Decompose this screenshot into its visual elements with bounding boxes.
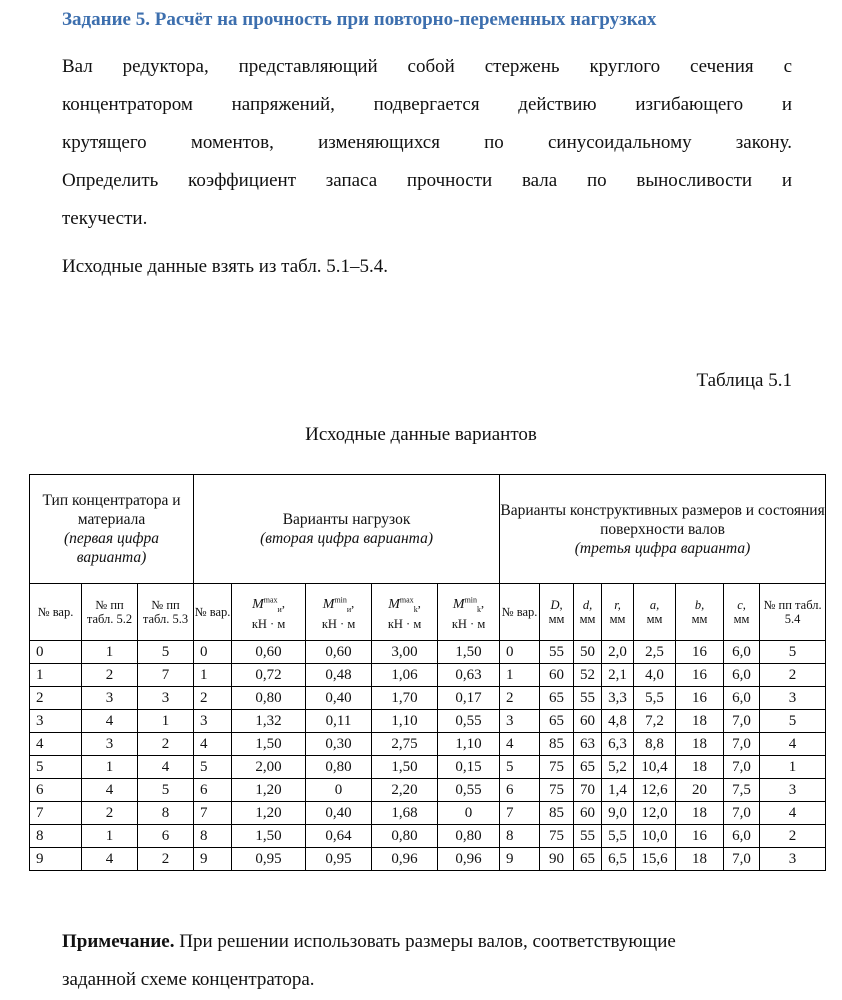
table-cell: 5 bbox=[500, 756, 540, 779]
table-cell: 5 bbox=[30, 756, 82, 779]
table-cell: 75 bbox=[540, 779, 574, 802]
table-cell: 1,06 bbox=[372, 664, 438, 687]
source-line: Исходные данные взять из табл. 5.1–5.4. bbox=[62, 256, 389, 277]
table-cell: 1,70 bbox=[372, 687, 438, 710]
group-concentrator-title: Тип концентратора и материала bbox=[42, 492, 181, 528]
table-cell: 0,30 bbox=[306, 733, 372, 756]
col-b: b, мм bbox=[676, 584, 724, 641]
table-cell: 65 bbox=[540, 710, 574, 733]
table-cell: 0,55 bbox=[438, 710, 500, 733]
table-cell: 16 bbox=[676, 641, 724, 664]
table-cell: 2 bbox=[30, 687, 82, 710]
table-cell: 5 bbox=[194, 756, 232, 779]
table-cell: 60 bbox=[540, 664, 574, 687]
table-cell: 55 bbox=[574, 687, 602, 710]
table-cell: 0,60 bbox=[232, 641, 306, 664]
table-cell: 55 bbox=[540, 641, 574, 664]
table-cell: 65 bbox=[574, 756, 602, 779]
table-cell: 18 bbox=[676, 756, 724, 779]
table-cell: 4 bbox=[82, 710, 138, 733]
table-cell: 4 bbox=[138, 756, 194, 779]
table-cell: 18 bbox=[676, 710, 724, 733]
table-cell: 63 bbox=[574, 733, 602, 756]
table-cell: 3 bbox=[760, 779, 826, 802]
table-cell: 0,48 bbox=[306, 664, 372, 687]
table-cell: 0,80 bbox=[306, 756, 372, 779]
table-cell: 0,17 bbox=[438, 687, 500, 710]
table-cell: 52 bbox=[574, 664, 602, 687]
table-cell: 0,64 bbox=[306, 825, 372, 848]
table-cell: 0,11 bbox=[306, 710, 372, 733]
table-cell: 2 bbox=[82, 802, 138, 825]
table-cell: 6,0 bbox=[724, 825, 760, 848]
table-row bbox=[30, 848, 826, 871]
table-cell: 2 bbox=[82, 664, 138, 687]
table-cell: 8 bbox=[138, 802, 194, 825]
note-line-1: При решении использовать размеры валов, соответствующие bbox=[179, 931, 676, 952]
body-line-3: крутящего моментов, изменяющихся по синусоидальному закону. bbox=[62, 132, 792, 153]
body-line-2: концентратором напряжений, подвергается действию изгибающего и bbox=[62, 94, 792, 115]
group-dimensions-sub: (третья цифра варианта) bbox=[574, 539, 751, 557]
table-cell: 85 bbox=[540, 802, 574, 825]
table-cell: 7 bbox=[138, 664, 194, 687]
col-var3: № вар. bbox=[500, 584, 540, 641]
table-cell: 8 bbox=[194, 825, 232, 848]
group-loads-sub: (вторая цифра варианта) bbox=[260, 530, 433, 547]
table-cell: 5 bbox=[138, 779, 194, 802]
table-cell: 2 bbox=[194, 687, 232, 710]
table-cell: 7,0 bbox=[724, 710, 760, 733]
table-row bbox=[30, 664, 826, 687]
col-c: c, мм bbox=[724, 584, 760, 641]
body-line-5: текучести. bbox=[62, 208, 148, 229]
table-cell: 1 bbox=[82, 756, 138, 779]
body-line-1: Вал редуктора, представляющий собой стержень круглого сечения с bbox=[62, 56, 792, 77]
table-cell: 6,0 bbox=[724, 687, 760, 710]
table-body bbox=[30, 641, 826, 871]
table-cell: 4 bbox=[82, 779, 138, 802]
col-var: № вар. bbox=[30, 584, 82, 641]
table-cell: 7,0 bbox=[724, 733, 760, 756]
col-mk-max: $M^{max}_k$, кН · м bbox=[372, 584, 438, 641]
col-tabl54: № пп табл. 5.4 bbox=[760, 584, 826, 641]
col-mu-min: $M^{min}_и$, кН · м bbox=[306, 584, 372, 641]
table-cell: 4,8 bbox=[602, 710, 634, 733]
table-cell: 1,50 bbox=[232, 825, 306, 848]
table-cell: 0 bbox=[306, 779, 372, 802]
table-cell: 0,96 bbox=[372, 848, 438, 871]
table-cell: 0,72 bbox=[232, 664, 306, 687]
table-cell: 7,0 bbox=[724, 756, 760, 779]
table-cell: 3 bbox=[138, 687, 194, 710]
col-a: a, мм bbox=[634, 584, 676, 641]
table-cell: 1,32 bbox=[232, 710, 306, 733]
table-cell: 2 bbox=[760, 664, 826, 687]
table-row bbox=[30, 710, 826, 733]
table-cell: 9 bbox=[194, 848, 232, 871]
table-cell: 1 bbox=[194, 664, 232, 687]
table-cell: 1 bbox=[760, 756, 826, 779]
table-cell: 1 bbox=[82, 825, 138, 848]
table-cell: 6,0 bbox=[724, 641, 760, 664]
table-cell: 9 bbox=[30, 848, 82, 871]
table-cell: 5 bbox=[760, 641, 826, 664]
table-cell: 4 bbox=[760, 802, 826, 825]
table-caption: Исходные данные вариантов bbox=[305, 424, 537, 445]
table-cell: 60 bbox=[574, 710, 602, 733]
table-cell: 5,5 bbox=[634, 687, 676, 710]
col-mu-max: $M^{max}_и$, кН · м bbox=[232, 584, 306, 641]
group-loads-title: Варианты нагрузок bbox=[282, 511, 411, 528]
table-cell: 6 bbox=[30, 779, 82, 802]
col-var2: № вар. bbox=[194, 584, 232, 641]
group-concentrator bbox=[30, 475, 194, 584]
table-cell: 1,10 bbox=[438, 733, 500, 756]
col-d: d, мм bbox=[574, 584, 602, 641]
table-cell: 0,95 bbox=[232, 848, 306, 871]
table-cell: 1 bbox=[500, 664, 540, 687]
table-cell: 5 bbox=[760, 710, 826, 733]
table-cell: 8,8 bbox=[634, 733, 676, 756]
table-cell: 0 bbox=[30, 641, 82, 664]
table-cell: 75 bbox=[540, 825, 574, 848]
table-cell: 18 bbox=[676, 848, 724, 871]
table-row bbox=[30, 802, 826, 825]
table-cell: 12,0 bbox=[634, 802, 676, 825]
table-cell: 60 bbox=[574, 802, 602, 825]
table-cell: 18 bbox=[676, 802, 724, 825]
col-tabl52: № пп табл. 5.2 bbox=[82, 584, 138, 641]
table-cell: 0,96 bbox=[438, 848, 500, 871]
table-row bbox=[30, 779, 826, 802]
table-cell: 1,10 bbox=[372, 710, 438, 733]
table-cell: 2,0 bbox=[602, 641, 634, 664]
table-cell: 0,15 bbox=[438, 756, 500, 779]
table-cell: 2,5 bbox=[634, 641, 676, 664]
table-cell: 15,6 bbox=[634, 848, 676, 871]
table-cell: 1,20 bbox=[232, 779, 306, 802]
table-cell: 90 bbox=[540, 848, 574, 871]
table-cell: 0,80 bbox=[232, 687, 306, 710]
table-cell: 0,40 bbox=[306, 687, 372, 710]
table-cell: 0,60 bbox=[306, 641, 372, 664]
table-cell: 18 bbox=[676, 733, 724, 756]
table-cell: 4 bbox=[82, 848, 138, 871]
table-cell: 4 bbox=[500, 733, 540, 756]
table-cell: 5,2 bbox=[602, 756, 634, 779]
note-label: Примечание. bbox=[62, 931, 175, 952]
table-row bbox=[30, 687, 826, 710]
table-cell: 65 bbox=[540, 687, 574, 710]
group-dimensions bbox=[500, 475, 826, 584]
table-cell: 3,00 bbox=[372, 641, 438, 664]
table-cell: 2 bbox=[138, 733, 194, 756]
table-cell: 16 bbox=[676, 687, 724, 710]
table-cell: 4 bbox=[30, 733, 82, 756]
note-line-2: заданной схеме концентратора. bbox=[62, 969, 315, 990]
table-cell: 7,2 bbox=[634, 710, 676, 733]
table-cell: 16 bbox=[676, 664, 724, 687]
table-cell: 0,55 bbox=[438, 779, 500, 802]
table-cell: 3 bbox=[760, 687, 826, 710]
table-cell: 2,75 bbox=[372, 733, 438, 756]
col-mk-min: $M^{min}_k$, кН · м bbox=[438, 584, 500, 641]
table-label: Таблица 5.1 bbox=[696, 370, 792, 391]
table-row bbox=[30, 641, 826, 664]
table-cell: 6,0 bbox=[724, 664, 760, 687]
table-cell: 0,63 bbox=[438, 664, 500, 687]
table-cell: 4,0 bbox=[634, 664, 676, 687]
task-title: Задание 5. Расчёт на прочность при повторно-переменных нагрузках bbox=[62, 9, 657, 30]
body-line-4: Определить коэффициент запаса прочности вала по выносливости и bbox=[62, 170, 792, 191]
group-concentrator-sub: (первая цифра варианта) bbox=[64, 530, 160, 566]
table-cell: 0 bbox=[500, 641, 540, 664]
group-dimensions-title: Варианты конструктивных размеров и состояния поверхности валов bbox=[500, 501, 825, 538]
table-cell: 7 bbox=[194, 802, 232, 825]
table-cell: 12,6 bbox=[634, 779, 676, 802]
table-cell: 1,50 bbox=[232, 733, 306, 756]
table-cell: 6 bbox=[138, 825, 194, 848]
table-cell: 2,00 bbox=[232, 756, 306, 779]
table-cell: 16 bbox=[676, 825, 724, 848]
col-D: D, мм bbox=[540, 584, 574, 641]
table-cell: 4 bbox=[760, 733, 826, 756]
table-cell: 2 bbox=[760, 825, 826, 848]
table-row bbox=[30, 733, 826, 756]
table-cell: 7 bbox=[30, 802, 82, 825]
table-cell: 2 bbox=[138, 848, 194, 871]
table-cell: 1 bbox=[138, 710, 194, 733]
table-cell: 6 bbox=[194, 779, 232, 802]
table-cell: 50 bbox=[574, 641, 602, 664]
table-cell: 9,0 bbox=[602, 802, 634, 825]
table-cell: 10,4 bbox=[634, 756, 676, 779]
table-cell: 2 bbox=[500, 687, 540, 710]
note bbox=[62, 923, 822, 999]
table-cell: 3,3 bbox=[602, 687, 634, 710]
table-cell: 3 bbox=[82, 687, 138, 710]
table-cell: 2,20 bbox=[372, 779, 438, 802]
table-cell: 4 bbox=[194, 733, 232, 756]
table-cell: 3 bbox=[760, 848, 826, 871]
table-cell: 0,80 bbox=[438, 825, 500, 848]
table-row bbox=[30, 825, 826, 848]
table-cell: 1,20 bbox=[232, 802, 306, 825]
table-cell: 70 bbox=[574, 779, 602, 802]
variants-table bbox=[29, 474, 826, 871]
table-cell: 85 bbox=[540, 733, 574, 756]
table-cell: 6,5 bbox=[602, 848, 634, 871]
table-cell: 75 bbox=[540, 756, 574, 779]
table-cell: 7 bbox=[500, 802, 540, 825]
table-cell: 7,0 bbox=[724, 848, 760, 871]
table-cell: 3 bbox=[30, 710, 82, 733]
table-cell: 0,40 bbox=[306, 802, 372, 825]
table-cell: 1 bbox=[82, 641, 138, 664]
table-cell: 65 bbox=[574, 848, 602, 871]
table-cell: 6,3 bbox=[602, 733, 634, 756]
table-cell: 1,68 bbox=[372, 802, 438, 825]
col-tabl53: № пп табл. 5.3 bbox=[138, 584, 194, 641]
table-cell: 5,5 bbox=[602, 825, 634, 848]
table-cell: 8 bbox=[30, 825, 82, 848]
table-cell: 1,50 bbox=[438, 641, 500, 664]
table-cell: 0 bbox=[438, 802, 500, 825]
table-cell: 3 bbox=[500, 710, 540, 733]
table-cell: 7,0 bbox=[724, 802, 760, 825]
table-row bbox=[30, 756, 826, 779]
table-cell: 55 bbox=[574, 825, 602, 848]
table-cell: 9 bbox=[500, 848, 540, 871]
table-cell: 3 bbox=[82, 733, 138, 756]
table-cell: 1 bbox=[30, 664, 82, 687]
table-cell: 1,50 bbox=[372, 756, 438, 779]
table-cell: 6 bbox=[500, 779, 540, 802]
table-cell: 7,5 bbox=[724, 779, 760, 802]
table-cell: 0 bbox=[194, 641, 232, 664]
table-cell: 8 bbox=[500, 825, 540, 848]
table-cell: 1,4 bbox=[602, 779, 634, 802]
table-cell: 10,0 bbox=[634, 825, 676, 848]
group-loads bbox=[194, 475, 500, 584]
table-cell: 0,80 bbox=[372, 825, 438, 848]
table-cell: 0,95 bbox=[306, 848, 372, 871]
col-r: r, мм bbox=[602, 584, 634, 641]
table-cell: 20 bbox=[676, 779, 724, 802]
table-cell: 5 bbox=[138, 641, 194, 664]
table-cell: 3 bbox=[194, 710, 232, 733]
table-cell: 2,1 bbox=[602, 664, 634, 687]
